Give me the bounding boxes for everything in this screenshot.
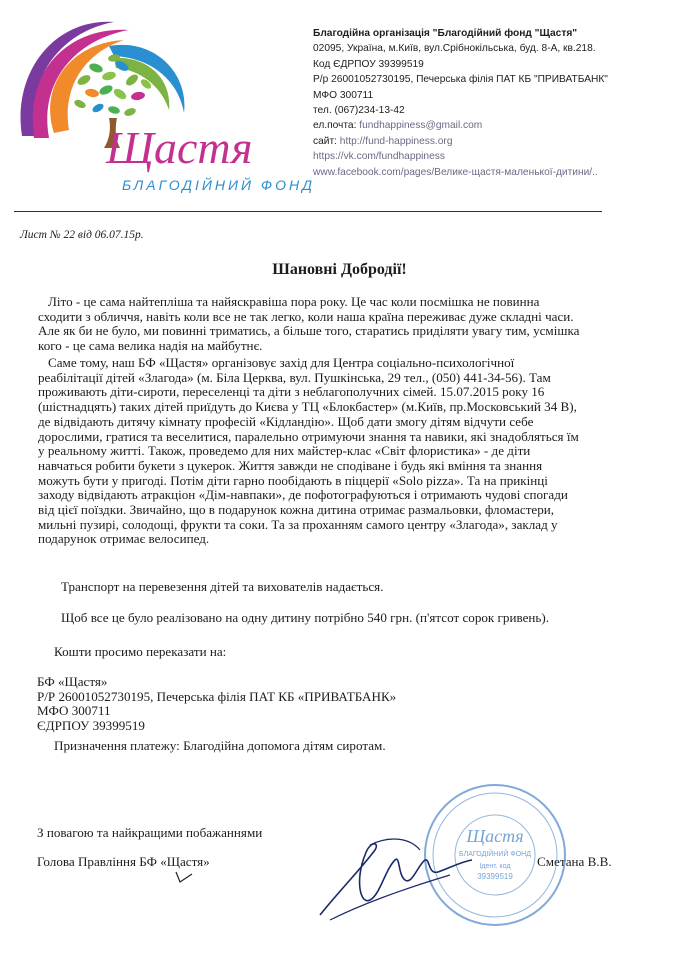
org-email-link[interactable]: fundhappiness@gmail.com xyxy=(359,120,483,132)
text-line: кого - це сама велика надія на майбутнє. xyxy=(38,338,263,354)
org-details xyxy=(313,26,673,180)
text-line: де відвідають дитячу кімнату професій «Кідландію». Щоб дати змогу дітям відчути себе xyxy=(38,413,534,429)
text-line: подарунок отримає велосипед. xyxy=(38,531,210,547)
org-account: Р/р 26001052730195, Печерська філія ПАТ КБ "ПРИВАТБАНК" xyxy=(313,74,608,86)
stamp-line: БЛАГОДІЙНИЙ ФОНД xyxy=(459,851,531,858)
text-line: у реальному житті. Також, проведемо для них майстер-клас «Світ флористика» - де діти xyxy=(38,443,531,459)
text-line: навчаться робити букети з цукерок. Життя завжди не сподіване і будь які вміння та знання xyxy=(38,457,543,473)
text-line: можуть бути у пригоді. Потім діти гарно пообідають в піццерії «Solo pizza». Та на прикінці xyxy=(38,472,548,488)
org-name: Благодійна організація "Благодійний фонд "Щастя" xyxy=(313,28,578,39)
payment-request: Кошти просимо переказати на: xyxy=(54,644,227,659)
org-email-label: ел.почта: xyxy=(313,120,360,132)
org-site-label: сайт: xyxy=(313,135,340,147)
org-mfo: МФО 300711 xyxy=(313,89,374,101)
closing-line: З повагою та найкращими побажаннями xyxy=(37,825,263,840)
transport-note: Транспорт на перевезення дітей та вихователів надається. xyxy=(61,579,384,594)
signer-name: Сметана В.В. xyxy=(537,854,612,869)
payment-purpose: Призначення платежу: Благодійна допомога дітям сиротам. xyxy=(54,738,386,753)
tick-mark xyxy=(170,868,200,888)
bank-line: МФО 300711 xyxy=(37,703,111,719)
text-line: Але як би не було, ми повинні триматись, а більше того, старатись приділяти увагу тим, усмішка xyxy=(38,323,580,339)
org-fb-link[interactable]: www.facebook.com/pages/Велике-щастя-маленької-дитини/.. xyxy=(313,166,598,178)
text-line: дорослими, гратися та веселитися, паралельно отримуючи знання та навики, які знадобляться їм xyxy=(38,428,579,444)
org-email-row xyxy=(313,118,673,133)
paragraph-intro xyxy=(38,295,579,354)
fund-logo xyxy=(14,18,315,198)
org-code: Код ЄДРПОУ 39399519 xyxy=(313,58,424,70)
stamp-center-text: Щастя xyxy=(466,826,524,846)
letter-number: Лист № 22 від 06.07.15р. xyxy=(20,229,144,241)
stamp-line: Ідент. код xyxy=(479,863,511,870)
org-address: 02095, Україна, м.Київ, вул.Срібнокільська, буд. 8-А, кв.218. xyxy=(313,43,596,55)
text-line: від цієї поїздки. Звичайно, що в подарунок кожна дитина отримає размальовки, фломастери, xyxy=(38,502,555,518)
text-line: заходу відвідають атракціон «Дім-навпаки», де пофотографуються і отримають чудові спогади xyxy=(38,487,568,503)
cost-note: Щоб все це було реалізовано на одну дитину потрібно 540 грн. (п'ятсот сорок гривень). xyxy=(61,610,549,625)
bank-line: ЄДРПОУ 39399519 xyxy=(37,718,145,734)
logo-wordmark: Щастя xyxy=(106,122,253,173)
header-divider xyxy=(14,211,602,212)
org-phone: тел. (067)234-13-42 xyxy=(313,105,405,117)
org-site-link[interactable]: http://fund-happiness.org xyxy=(339,135,453,147)
signer-role: Голова Правління БФ «Щастя» xyxy=(37,854,210,869)
text-line: (шістнадцять) таких дітей приїдуть до Києва у ТЦ «Блокбастер» (м.Київ, пр.Московський 34 В), xyxy=(38,399,577,415)
logo-tagline: БЛАГОДІЙНИЙ ФОНД xyxy=(122,177,315,193)
bank-line: БФ «Щастя» xyxy=(37,674,108,689)
bank-details xyxy=(37,675,396,734)
text-line: Літо - це сама найтепліша та найяскравіша пора року. Це час коли посмішка не повинна xyxy=(48,294,540,309)
text-line: проживають діти-сироти, переселенці та діти з неблагополучних сімей. 15.07.2015 року 16 xyxy=(38,384,545,400)
text-line: мильні пузирі, солодощі, фрукти та соки. Та за проханням самого центру «Злагода», заклад у xyxy=(38,516,558,532)
text-line: реабілітації дітей «Злагода» (м. Біла Церква, вул. Пушкінська, 29 тел., (050) 441-34-56). Там xyxy=(38,369,551,385)
org-site-row xyxy=(313,134,673,149)
bank-line: Р/Р 26001052730195, Печерська філія ПАТ КБ «ПРИВАТБАНК» xyxy=(37,688,397,704)
org-vk-link[interactable]: https://vk.com/fundhappiness xyxy=(313,151,445,163)
text-line: сходити з обличчя, навіть коли все не так легко, коли наша країна переживає дуже складні часи. xyxy=(38,308,574,324)
text-line: Саме тому, наш БФ «Щастя» організовує захід для Центра соціально-психологічної xyxy=(48,355,515,370)
letter-greeting: Шановні Добродії! xyxy=(272,261,407,278)
handwritten-signature xyxy=(300,820,480,930)
stamp-line: 39399519 xyxy=(477,872,513,881)
paragraph-event xyxy=(38,356,579,547)
